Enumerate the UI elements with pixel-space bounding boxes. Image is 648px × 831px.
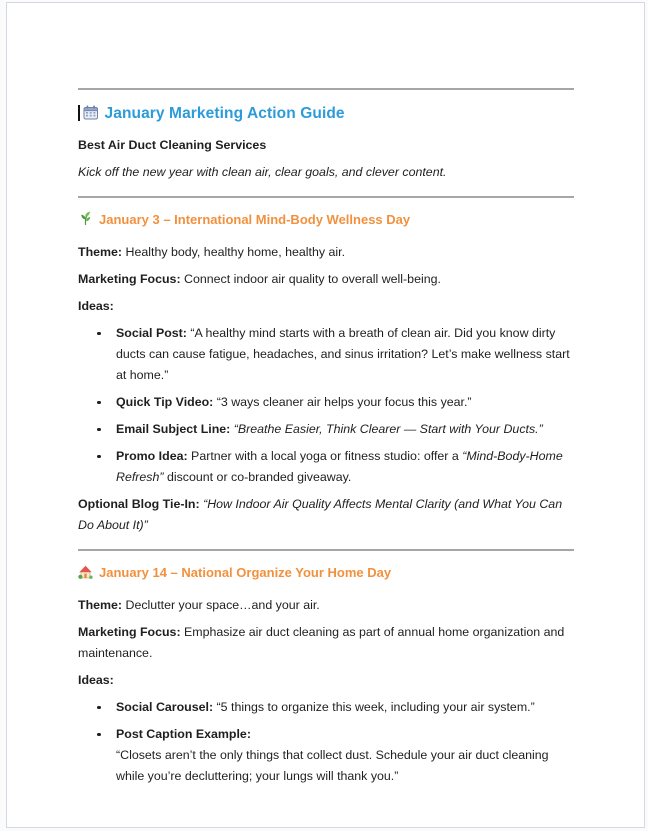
idea-list <box>78 323 574 488</box>
list-item[interactable]: Social Carousel: “5 things to organize this week, including your air system.” <box>116 697 574 718</box>
list-item[interactable]: Post Caption Example: “Closets aren’t the only things that collect dust. Schedule your air duct cleaning while you’re decluttering; your lungs will thank you.” <box>116 724 574 787</box>
text-cursor <box>78 105 80 121</box>
list-item[interactable]: Email Subject Line: “Breathe Easier, Think Clearer — Start with Your Ducts.” <box>116 419 574 440</box>
list-item[interactable]: Social Post: “A healthy mind starts with a breath of clean air. Did you know dirty ducts can cause fatigue, headaches, and sinus irritation? Let’s make wellness start at home.” <box>116 323 574 386</box>
house-with-garden-icon <box>78 565 93 585</box>
horizontal-rule <box>78 88 574 90</box>
calendar-icon <box>83 105 99 127</box>
horizontal-rule <box>78 549 574 551</box>
herb-leaf-icon <box>78 211 93 232</box>
document-subtitle[interactable]: Best Air Duct Cleaning Services <box>78 138 267 152</box>
ideas-label[interactable]: Ideas: <box>78 299 114 313</box>
section-heading-text: January 3 – International Mind-Body Wellness Day <box>99 212 411 227</box>
list-item[interactable]: Quick Tip Video: “3 ways cleaner air helps your focus this year.” <box>116 392 574 413</box>
document-title[interactable] <box>78 103 574 127</box>
ideas-label[interactable]: Ideas: <box>78 673 114 687</box>
marketing-focus-line[interactable]: Marketing Focus: Connect indoor air quality to overall well-being. <box>78 272 441 286</box>
document-tagline[interactable]: Kick off the new year with clean air, clear goals, and clever content. <box>78 165 447 179</box>
list-item[interactable]: Promo Idea: Partner with a local yoga or fitness studio: offer a “Mind-Body-Home Refresh” discount or co-branded giveaway. <box>116 446 574 488</box>
horizontal-rule <box>78 196 574 198</box>
theme-line[interactable]: Theme: Healthy body, healthy home, healthy air. <box>78 245 346 259</box>
idea-list <box>78 697 574 787</box>
section-heading-jan3[interactable] <box>78 210 574 232</box>
section-heading-text: January 14 – National Organize Your Home Day <box>99 565 392 580</box>
document-page[interactable] <box>6 2 645 828</box>
document-content[interactable] <box>7 3 644 787</box>
document-title-text: January Marketing Action Guide <box>104 105 345 122</box>
theme-line[interactable]: Theme: Declutter your space…and your air. <box>78 598 320 612</box>
blog-tie-in-line[interactable]: Optional Blog Tie-In: “How Indoor Air Quality Affects Mental Clarity (and What You Can Do About It)” <box>78 497 563 532</box>
marketing-focus-line[interactable]: Marketing Focus: Emphasize air duct cleaning as part of annual home organization and maintenance. <box>78 625 565 660</box>
section-heading-jan14[interactable] <box>78 563 574 585</box>
